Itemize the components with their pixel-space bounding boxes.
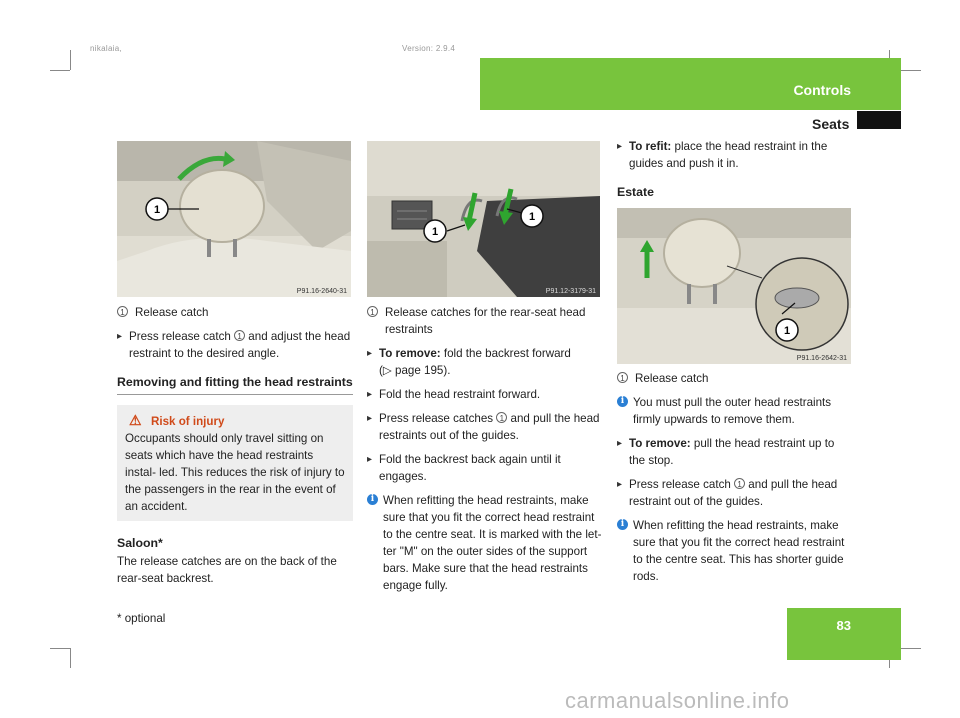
callout-number: 1 [117, 306, 128, 317]
photo-headrest-estate [617, 208, 851, 364]
warning-box [117, 405, 353, 521]
step-text: place the head restraint in the guides and push it in. [629, 140, 828, 170]
step-text: Press release catch [629, 478, 731, 491]
info-note-refit-estate [617, 517, 853, 585]
section-title: Seats [812, 116, 850, 132]
photo3-callout: 1 [783, 325, 791, 337]
info-note-refit [367, 492, 603, 594]
chapter-label: Controls [793, 82, 851, 98]
step-fold-back: ▸ Fold the backrest back again until it engages. [367, 451, 603, 485]
photo1-code: P91.16-2640-31 [296, 288, 347, 295]
step-fold-forward: ▸ Fold the head restraint forward. [367, 386, 603, 403]
step-text: fold the backrest forward [443, 347, 571, 360]
caption-text: Release catch [135, 306, 209, 319]
info-text: When refitting the head restraints, make sure that you fit the correct head restraint to the centre seat. It is marked with the let- ter "M" on the outer sides of the support bars. Make sure that the head restraints engage fully. [383, 494, 602, 592]
step-press-catch-estate [617, 476, 853, 510]
callout-number: 1 [496, 412, 507, 423]
column-right-top [617, 138, 853, 207]
callout-number: 1 [234, 330, 245, 341]
section-marker [857, 111, 901, 129]
warning-icon: ⚠ [129, 412, 142, 428]
step-text: and pull the head restraint out of the guides. [629, 478, 838, 508]
crop-mark [70, 50, 71, 70]
step-text: and pull the head restraints out of the guides. [379, 412, 600, 442]
step-to-refit [617, 138, 853, 172]
step-label: To refit: [629, 140, 672, 153]
step-text: pull the head restraint up to the stop. [629, 437, 835, 467]
crop-mark [50, 648, 70, 649]
caption-text: Release catches for the rear-seat head restraints [385, 306, 586, 336]
caption-release-catch [117, 304, 353, 321]
chapter-tab [480, 58, 901, 110]
page-number: 83 [836, 618, 851, 633]
heading-removing-fitting: Removing and fitting the head restraints [117, 374, 353, 395]
meta-author: nikalaia, [90, 44, 123, 53]
page-reference-link[interactable]: (▷ page 195). [379, 364, 451, 377]
caption-release-catch-estate [617, 370, 853, 387]
crop-mark [901, 70, 921, 71]
photo2-callout-b: 1 [528, 211, 536, 223]
meta-version: Version: 2.9.4 [402, 44, 456, 53]
caption-release-catches [367, 304, 603, 338]
step-to-remove-estate [617, 435, 853, 469]
page-number-tab [787, 608, 901, 660]
column-right-bottom [617, 370, 853, 592]
column-left [117, 304, 353, 594]
column-middle [367, 304, 603, 601]
photo-rear-seat-catches [367, 141, 600, 297]
step-label: To remove: [629, 437, 691, 450]
info-icon: i [617, 519, 628, 530]
warning-title-text: Risk of injury [151, 415, 225, 428]
step-to-remove [367, 345, 603, 379]
photo2-code: P91.12-3179-31 [545, 288, 596, 295]
info-text: When refitting the head restraints, make sure that you fit the correct head restraint to the centre seat. This has shorter guide rods. [633, 519, 845, 583]
step-adjust-angle [117, 328, 353, 362]
step-label: To remove: [379, 347, 441, 360]
photo-headrest-saloon [117, 141, 351, 297]
watermark: carmanualsonline.info [565, 688, 790, 713]
warning-title [125, 413, 345, 430]
callout-number: 1 [734, 478, 745, 489]
warning-text: Occupants should only travel sitting on seats which have the head restraints instal- led. This reduces the risk of injury to the passengers in the rear in the event of an accident. [125, 432, 345, 513]
crop-mark [50, 70, 70, 71]
info-text: You must pull the outer head restraints firmly upwards to remove them. [633, 396, 832, 426]
crop-mark [901, 648, 921, 649]
heading-estate: Estate [617, 185, 654, 199]
info-note-pull-firmly [617, 394, 853, 428]
info-icon: i [367, 494, 378, 505]
heading-saloon: Saloon* [117, 536, 163, 550]
step-press-catches [367, 410, 603, 444]
footnote-optional: * optional [117, 612, 166, 625]
photo2-callout-a: 1 [431, 226, 439, 238]
step-text: Press release catch [129, 330, 231, 343]
photo3-code: P91.16-2642-31 [796, 355, 847, 362]
step-text: and adjust the head restraint to the desired angle. [129, 330, 351, 360]
crop-mark [70, 648, 71, 668]
step-text: Press release catches [379, 412, 494, 425]
saloon-text: The release catches are on the back of the rear-seat backrest. [117, 555, 337, 585]
callout-number: 1 [617, 372, 628, 383]
info-icon: i [617, 396, 628, 407]
callout-number: 1 [367, 306, 378, 317]
caption-text: Release catch [635, 372, 709, 385]
photo1-callout: 1 [153, 204, 161, 216]
